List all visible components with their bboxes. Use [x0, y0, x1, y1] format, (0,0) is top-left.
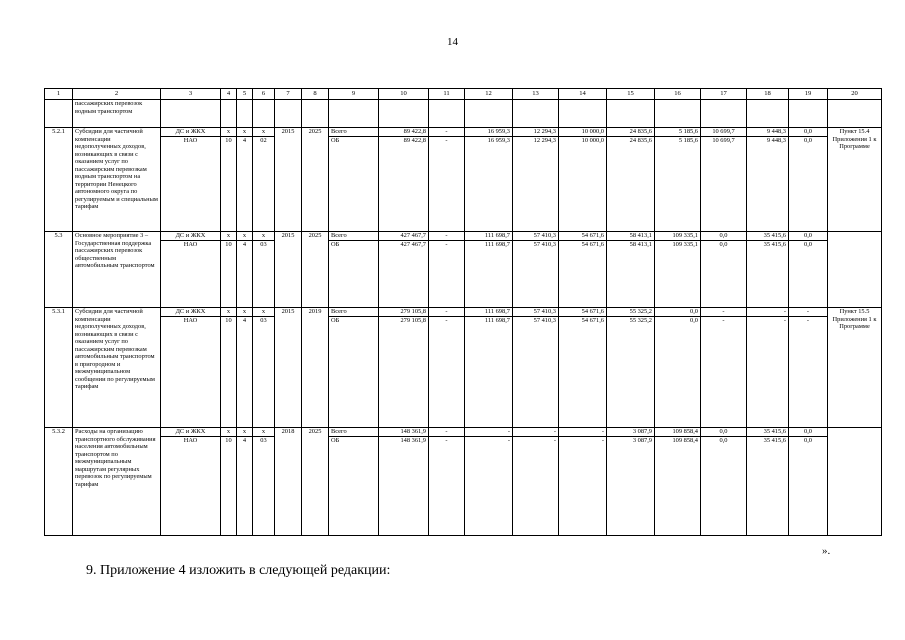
amount-v13-budget: 57 410,3 [533, 241, 556, 248]
amount-v16-total: 109 335,1 [655, 232, 700, 241]
executor [161, 428, 221, 536]
amount-v12-budget: 111 698,7 [484, 241, 510, 248]
end-year: 2019 [302, 308, 329, 428]
note: Пункт 15.4 Приложения 1 к Программе [828, 128, 882, 232]
header-cell: 20 [828, 89, 882, 100]
funding-source [329, 232, 379, 308]
amount-v17-total: 10 699,7 [701, 128, 746, 137]
amount-v12 [465, 128, 513, 232]
funding-source [329, 128, 379, 232]
amount-v13-total: - [513, 428, 558, 437]
amount-v19 [789, 428, 828, 536]
amount-v16 [655, 128, 701, 232]
executor-budget: НАО [183, 437, 198, 444]
amount-v15-budget: 58 413,1 [629, 241, 652, 248]
code-col-6 [253, 128, 275, 232]
code-col-4-budget: 10 [225, 137, 232, 144]
amount-v14-budget: 54 671,6 [581, 241, 604, 248]
amount-v13-total: 57 410,3 [513, 232, 558, 241]
amount-v19 [789, 308, 828, 428]
code-col-4-total: х [221, 428, 236, 437]
amount-v16-budget: 0,0 [690, 317, 698, 324]
amount-v14 [559, 128, 607, 232]
amount-v16 [655, 232, 701, 308]
closing-quote: ». [822, 545, 831, 557]
header-cell: 2 [73, 89, 161, 100]
header-cell: 1 [45, 89, 73, 100]
executor-budget: НАО [183, 241, 198, 248]
amount-v10-budget: 279 105,8 [400, 317, 426, 324]
header-row [45, 89, 882, 100]
amount-v14-budget: 10 000,0 [581, 137, 604, 144]
amount-v19 [789, 232, 828, 308]
code-col-4-total: х [221, 232, 236, 241]
header-cell: 15 [607, 89, 655, 100]
amount-v14-total: 54 671,6 [559, 232, 606, 241]
amount-v18-total: 9 448,3 [747, 128, 788, 137]
amount-v13-total: 12 294,3 [513, 128, 558, 137]
header-cell: 19 [789, 89, 828, 100]
code-col-5-total: х [237, 128, 252, 137]
end-year: 2025 [302, 128, 329, 232]
funding-source-budget: ОБ [331, 437, 340, 444]
amount-v11 [429, 308, 465, 428]
code-col-4 [221, 232, 237, 308]
code-col-4-budget: 10 [225, 437, 232, 444]
row-name: Субсидии для частичной компенсации недополученных доходов, возникающих в связи с оказанием услуг по пассажирским перевозкам автомобильным транспортом в пригородном и межмуниципальном сообщении по регулируемым тарифам [73, 308, 161, 428]
code-col-6 [253, 428, 275, 536]
amount-v14-total: 10 000,0 [559, 128, 606, 137]
amount-v11-total: - [429, 308, 464, 317]
note: Пункт 15.5 Приложения 1 к Программе [828, 308, 882, 428]
amount-v17-total: - [701, 308, 746, 317]
amount-v17-total: 0,0 [701, 428, 746, 437]
amount-v18-total: 35 415,6 [747, 428, 788, 437]
amount-v15 [607, 308, 655, 428]
row-number: 5.3.2 [45, 428, 73, 536]
funding-source-budget: ОБ [331, 317, 340, 324]
funding-source-budget: ОБ [331, 137, 340, 144]
amount-v14-budget: 54 671,6 [581, 317, 604, 324]
amount-v13 [513, 428, 559, 536]
amount-v18-total: - [747, 308, 788, 317]
amount-v12 [465, 428, 513, 536]
amount-v13 [513, 308, 559, 428]
amount-v10-budget: 89 422,8 [403, 137, 426, 144]
amount-v18-budget: 35 415,6 [763, 241, 786, 248]
paragraph-text: 9. Приложение 4 изложить в следующей редакции: [86, 563, 391, 578]
amount-v17-total: 0,0 [701, 232, 746, 241]
funding-source [329, 308, 379, 428]
code-col-6 [253, 308, 275, 428]
executor-total: ДС и ЖКХ [161, 232, 220, 241]
amount-v17 [701, 232, 747, 308]
amount-v14 [559, 428, 607, 536]
executor [161, 128, 221, 232]
amount-v10 [379, 128, 429, 232]
start-year: 2015 [275, 128, 302, 232]
amount-v18 [747, 128, 789, 232]
funding-source-budget: ОБ [331, 241, 340, 248]
row-number: 5.3 [45, 232, 73, 308]
amount-v11-total: - [429, 232, 464, 241]
amount-v12-total: - [465, 428, 512, 437]
note [828, 232, 882, 308]
amount-v17-budget: - [722, 317, 725, 324]
amount-v11-total: - [429, 428, 464, 437]
amount-v13-total: 57 410,3 [513, 308, 558, 317]
code-col-6-budget: 02 [260, 137, 267, 144]
amount-v12 [465, 232, 513, 308]
amount-v16-budget: 5 185,6 [678, 137, 698, 144]
amount-v19 [789, 128, 828, 232]
amount-v16-budget: 109 858,4 [672, 437, 698, 444]
amount-v18-budget: 35 415,6 [763, 437, 786, 444]
amount-v17-budget: 0,0 [719, 241, 728, 248]
row-number: 5.3.1 [45, 308, 73, 428]
code-col-4 [221, 428, 237, 536]
executor-budget: НАО [183, 317, 198, 324]
continuation-row [45, 100, 882, 128]
amount-v19-total: 0,0 [789, 232, 827, 241]
amount-v13-budget: - [553, 437, 556, 444]
page-number: 14 [447, 36, 458, 48]
amount-v17 [701, 428, 747, 536]
amount-v17 [701, 128, 747, 232]
code-col-4-budget: 10 [225, 317, 232, 324]
code-col-5-total: х [237, 428, 252, 437]
funding-source-total: Всего [329, 428, 378, 437]
amount-v12-budget: 111 698,7 [484, 317, 510, 324]
code-col-4 [221, 128, 237, 232]
amount-v18 [747, 308, 789, 428]
amount-v13 [513, 128, 559, 232]
amount-v15-total: 3 087,9 [607, 428, 654, 437]
code-col-5-total: х [237, 232, 252, 241]
table-row [45, 308, 882, 428]
amount-v14-total: - [559, 428, 606, 437]
start-year: 2018 [275, 428, 302, 536]
table-row [45, 128, 882, 232]
amount-v17 [701, 308, 747, 428]
amount-v10-total: 279 105,8 [379, 308, 428, 317]
code-col-5 [237, 128, 253, 232]
amount-v11 [429, 128, 465, 232]
code-col-5-budget: 4 [242, 137, 247, 144]
header-cell: 13 [513, 89, 559, 100]
program-table [44, 88, 882, 536]
code-col-6-budget: 03 [260, 317, 267, 324]
amount-v13-budget: 57 410,3 [533, 317, 556, 324]
amount-v11-budget: - [445, 137, 448, 144]
continuation-text: пассажирских перевозок водным транспортом [73, 100, 161, 128]
amount-v10 [379, 232, 429, 308]
amount-v14-budget: - [601, 437, 604, 444]
amount-v16-total: 5 185,6 [655, 128, 700, 137]
code-col-4-budget: 10 [225, 241, 232, 248]
end-year: 2025 [302, 428, 329, 536]
end-year: 2025 [302, 232, 329, 308]
amount-v19-total: 0,0 [789, 428, 827, 437]
amount-v19-total: 0,0 [789, 128, 827, 137]
amount-v11 [429, 232, 465, 308]
amount-v14 [559, 232, 607, 308]
amount-v14 [559, 308, 607, 428]
executor [161, 232, 221, 308]
amount-v16-total: 0,0 [655, 308, 700, 317]
header-cell: 16 [655, 89, 701, 100]
amount-v11-budget: - [445, 437, 448, 444]
amount-v10-budget: 148 361,9 [400, 437, 426, 444]
code-col-6 [253, 232, 275, 308]
executor-budget: НАО [183, 137, 198, 144]
executor-total: ДС и ЖКХ [161, 128, 220, 137]
amount-v16 [655, 308, 701, 428]
funding-source [329, 428, 379, 536]
code-col-5 [237, 308, 253, 428]
executor-total: ДС и ЖКХ [161, 308, 220, 317]
header-cell: 6 [253, 89, 275, 100]
code-col-6-total: х [253, 308, 274, 317]
amount-v18-total: 35 415,6 [747, 232, 788, 241]
amount-v15-total: 24 835,6 [607, 128, 654, 137]
code-col-5-total: х [237, 308, 252, 317]
code-col-5-budget: 4 [242, 317, 247, 324]
code-col-6-budget: 03 [260, 437, 267, 444]
amount-v15 [607, 232, 655, 308]
amount-v11 [429, 428, 465, 536]
row-number: 5.2.1 [45, 128, 73, 232]
amount-v14-total: 54 671,6 [559, 308, 606, 317]
code-col-5-budget: 4 [242, 437, 247, 444]
code-col-4-total: х [221, 308, 236, 317]
amount-v16 [655, 428, 701, 536]
amount-v19-total: - [789, 308, 827, 317]
amount-v18 [747, 232, 789, 308]
header-cell: 12 [465, 89, 513, 100]
amount-v15 [607, 128, 655, 232]
amount-v15-budget: 3 087,9 [632, 437, 652, 444]
executor [161, 308, 221, 428]
amount-v18-budget: - [783, 317, 786, 324]
amount-v11-total: - [429, 128, 464, 137]
start-year: 2015 [275, 232, 302, 308]
funding-source-total: Всего [329, 308, 378, 317]
start-year: 2015 [275, 308, 302, 428]
amount-v12-total: 111 698,7 [465, 232, 512, 241]
header-cell: 5 [237, 89, 253, 100]
amount-v12-budget: 16 959,3 [487, 137, 510, 144]
header-cell: 8 [302, 89, 329, 100]
amount-v13 [513, 232, 559, 308]
row-name: Основное мероприятие 3 – Государственная поддержка пассажирских перевозок общественным автомобильным транспортом [73, 232, 161, 308]
amount-v12-total: 16 959,3 [465, 128, 512, 137]
code-col-6-budget: 03 [260, 241, 267, 248]
amount-v10-budget: 427 467,7 [400, 241, 426, 248]
header-cell: 7 [275, 89, 302, 100]
row-name: Субсидии для частичной компенсации недополученных доходов, возникающих в связи с оказанием услуг по пассажирским перевозкам водным транспортом на территории Ненецкого автономного округа по регулируемым и специальным тарифам [73, 128, 161, 232]
amount-v15-budget: 24 835,6 [629, 137, 652, 144]
amount-v17-budget: 10 699,7 [712, 137, 735, 144]
code-col-4 [221, 308, 237, 428]
amount-v10 [379, 308, 429, 428]
header-cell: 17 [701, 89, 747, 100]
header-cell: 18 [747, 89, 789, 100]
code-col-4-total: х [221, 128, 236, 137]
code-col-5-budget: 4 [242, 241, 247, 248]
amount-v13-budget: 12 294,3 [533, 137, 556, 144]
code-col-5 [237, 232, 253, 308]
amount-v18-budget: 9 448,3 [766, 137, 786, 144]
header-cell: 14 [559, 89, 607, 100]
header-cell: 11 [429, 89, 465, 100]
code-col-6-total: х [253, 428, 274, 437]
table-row [45, 232, 882, 308]
amount-v18 [747, 428, 789, 536]
header-cell: 3 [161, 89, 221, 100]
amount-v16-budget: 109 335,1 [672, 241, 698, 248]
table-row [45, 428, 882, 536]
amount-v19-budget: - [806, 317, 810, 324]
amount-v17-budget: 0,0 [719, 437, 728, 444]
amount-v10-total: 427 467,7 [379, 232, 428, 241]
note [828, 428, 882, 536]
amount-v11-budget: - [445, 241, 448, 248]
amount-v10-total: 148 361,9 [379, 428, 428, 437]
amount-v12-budget: - [507, 437, 510, 444]
code-col-6-total: х [253, 232, 274, 241]
header-cell: 4 [221, 89, 237, 100]
amount-v16-total: 109 858,4 [655, 428, 700, 437]
header-cell: 10 [379, 89, 429, 100]
amount-v11-budget: - [445, 317, 448, 324]
amount-v19-budget: 0,0 [804, 137, 812, 144]
amount-v15-budget: 55 325,2 [629, 317, 652, 324]
funding-source-total: Всего [329, 232, 378, 241]
code-col-5 [237, 428, 253, 536]
row-name: Расходы на организацию транспортного обслуживания населения автомобильным транспортом по межмуниципальным маршрутам регулярных перевозок по регулируемым тарифам [73, 428, 161, 536]
amount-v19-budget: 0,0 [804, 241, 812, 248]
funding-source-total: Всего [329, 128, 378, 137]
header-cell: 9 [329, 89, 379, 100]
amount-v12 [465, 308, 513, 428]
amount-v15-total: 55 325,2 [607, 308, 654, 317]
amount-v12-total: 111 698,7 [465, 308, 512, 317]
amount-v15 [607, 428, 655, 536]
amount-v19-budget: 0,0 [804, 437, 812, 444]
amount-v10 [379, 428, 429, 536]
code-col-6-total: х [253, 128, 274, 137]
amount-v15-total: 58 413,1 [607, 232, 654, 241]
executor-total: ДС и ЖКХ [161, 428, 220, 437]
amount-v10-total: 89 422,8 [379, 128, 428, 137]
